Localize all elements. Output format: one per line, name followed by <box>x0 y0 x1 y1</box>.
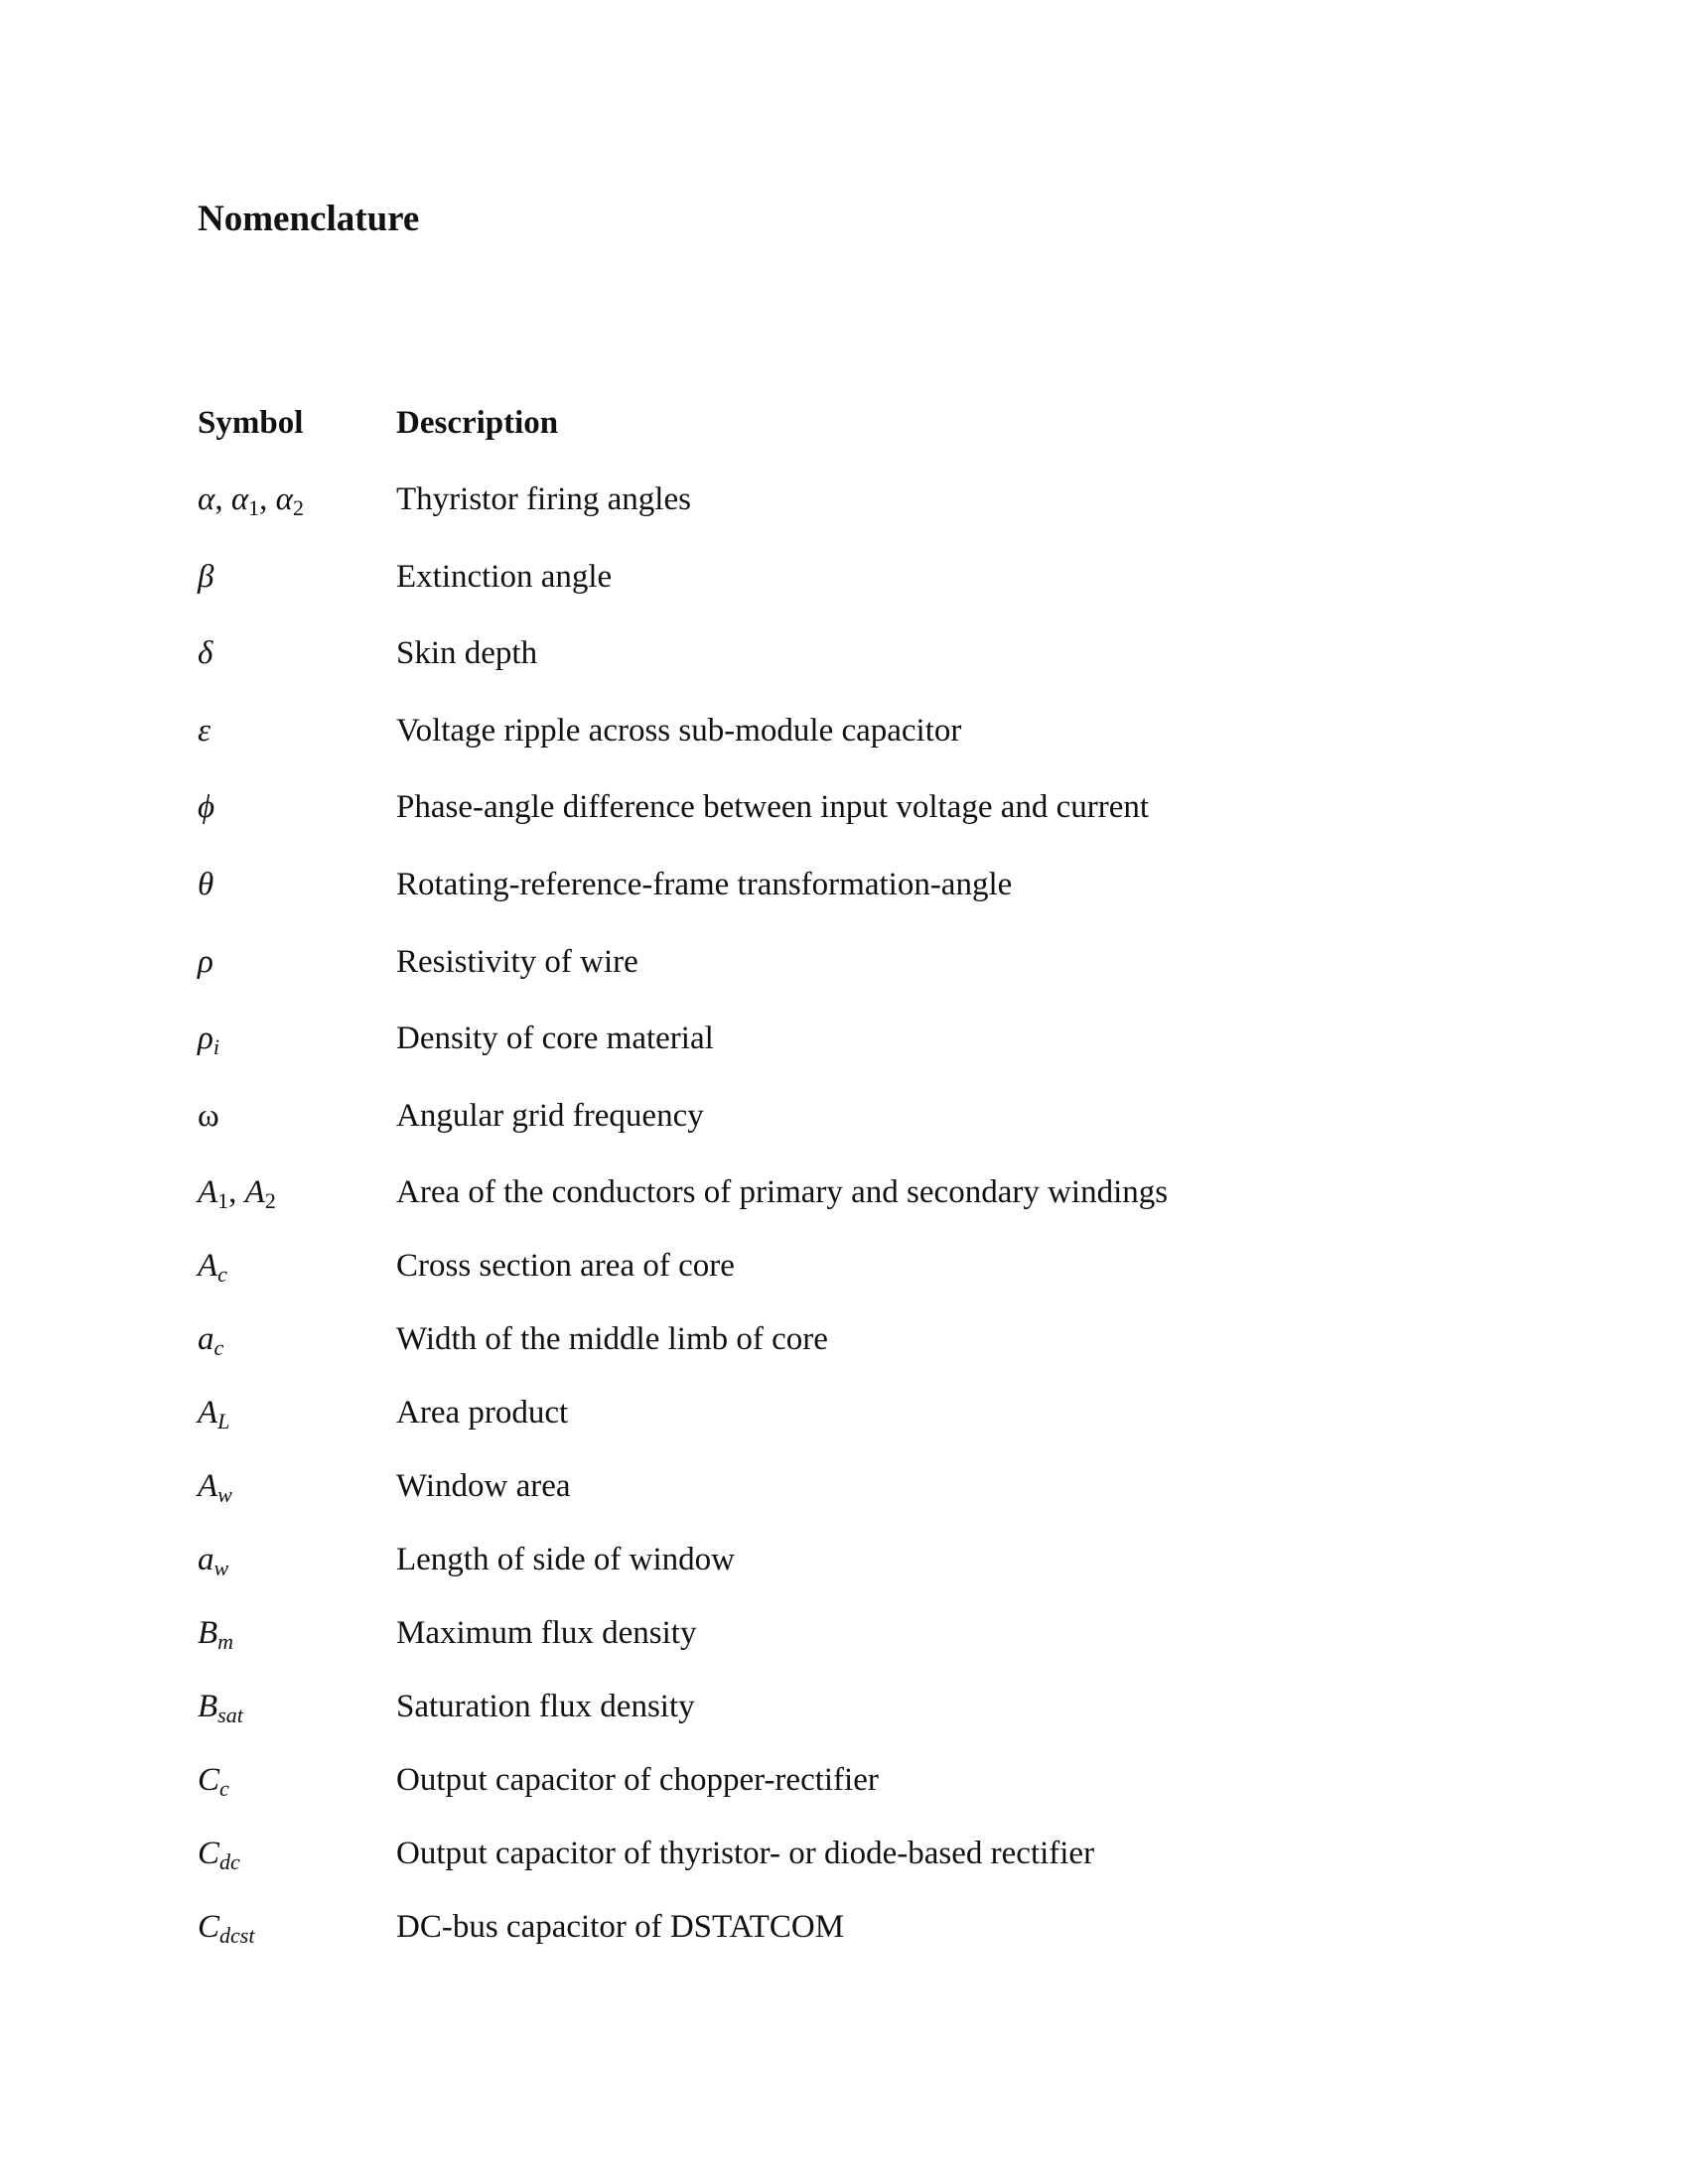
symbol-cell <box>198 943 396 980</box>
table-row <box>198 1617 1488 1691</box>
description-cell: Output capacitor of chopper-rectifier <box>396 1762 879 1799</box>
symbol-cell <box>198 1176 396 1212</box>
symbol-part: i <box>212 1034 219 1060</box>
symbol-cell <box>198 1023 396 1058</box>
symbol-part: θ <box>198 866 214 902</box>
description-cell: Angular grid frequency <box>396 1097 704 1134</box>
symbol-part: C <box>198 1762 220 1799</box>
symbol-part: B <box>198 1689 218 1725</box>
table-header-row <box>198 407 1488 483</box>
symbol-part: c <box>217 1262 227 1288</box>
symbol-cell <box>198 1838 396 1873</box>
description-cell: Maximum flux density <box>396 1615 697 1652</box>
description-cell: Rotating-reference-frame transformation-angle <box>396 866 1013 902</box>
description-cell: Density of core material <box>396 1021 714 1057</box>
description-cell: Saturation flux density <box>396 1689 695 1725</box>
symbol-part: ρ <box>198 943 213 980</box>
symbol-cell <box>198 1691 396 1726</box>
symbol-cell <box>198 1397 396 1433</box>
description-cell: Extinction angle <box>396 558 613 595</box>
table-row <box>198 1097 1488 1177</box>
description-cell: Resistivity of wire <box>396 943 638 980</box>
symbol-part: dc <box>219 1849 240 1875</box>
symbol-part: ω <box>198 1097 219 1134</box>
symbol-part: β <box>198 558 214 595</box>
description-cell: DC-bus capacitor of DSTATCOM <box>396 1909 845 1946</box>
table-row <box>198 1911 1488 1984</box>
symbol-part: A <box>198 1174 218 1211</box>
symbol-column-header: Symbol <box>198 405 304 441</box>
symbol-part: a <box>198 1542 214 1578</box>
symbol-part: 2 <box>264 1188 276 1214</box>
page-title: Nomenclature <box>198 199 420 239</box>
table-row <box>198 1470 1488 1544</box>
table-row <box>198 1250 1488 1323</box>
symbol-part: w <box>213 1556 229 1581</box>
table-row <box>198 1323 1488 1397</box>
description-cell: Skin depth <box>396 635 538 672</box>
table-row <box>198 1023 1488 1100</box>
symbol-part: dcst <box>219 1923 255 1949</box>
symbol-cell <box>198 1097 396 1134</box>
symbol-part: , <box>228 1174 245 1211</box>
symbol-part: α <box>275 481 293 517</box>
symbol-part: c <box>213 1335 224 1361</box>
symbol-cell <box>198 1617 396 1653</box>
symbol-part: δ <box>198 635 213 672</box>
table-row <box>198 866 1488 946</box>
symbol-part: A <box>244 1174 265 1211</box>
table-row <box>198 1838 1488 1911</box>
symbol-cell <box>198 1470 396 1506</box>
table-row <box>198 558 1488 638</box>
symbol-part: 1 <box>248 495 260 520</box>
description-cell: Voltage ripple across sub-module capacitor <box>396 712 962 749</box>
table-row <box>198 712 1488 792</box>
table-row <box>198 1176 1488 1250</box>
nomenclature-table <box>198 407 1488 1984</box>
symbol-cell <box>198 712 396 749</box>
symbol-part: C <box>198 1836 220 1872</box>
symbol-cell <box>198 1323 396 1359</box>
description-cell: Thyristor firing angles <box>396 481 691 517</box>
symbol-part: , <box>214 481 231 517</box>
symbol-part: sat <box>217 1703 243 1728</box>
description-cell: Cross section area of core <box>396 1248 735 1285</box>
symbol-part: m <box>217 1629 234 1655</box>
symbol-cell <box>198 1544 396 1579</box>
symbol-cell <box>198 483 396 519</box>
symbol-part: w <box>217 1482 232 1508</box>
table-row <box>198 791 1488 869</box>
symbol-cell <box>198 1911 396 1947</box>
symbol-part: 2 <box>292 495 304 520</box>
description-cell: Area of the conductors of primary and secondary windings <box>396 1174 1169 1211</box>
symbol-part: α <box>198 481 215 517</box>
symbol-part: A <box>198 1395 218 1432</box>
symbol-part: α <box>230 481 249 517</box>
description-cell: Width of the middle limb of core <box>396 1321 828 1358</box>
table-row <box>198 1764 1488 1838</box>
description-cell: Output capacitor of thyristor- or diode-based rectifier <box>396 1836 1095 1872</box>
table-row <box>198 943 1488 1024</box>
symbol-part: B <box>198 1615 218 1652</box>
symbol-part: ρ <box>198 1021 213 1057</box>
symbol-cell <box>198 558 396 595</box>
description-cell: Phase-angle difference between input voltage and current <box>396 789 1150 826</box>
symbol-part: C <box>198 1909 220 1946</box>
description-column-header: Description <box>396 405 559 441</box>
symbol-cell <box>198 637 396 670</box>
symbol-cell <box>198 1764 396 1800</box>
symbol-part: a <box>198 1321 214 1358</box>
description-cell: Area product <box>396 1395 569 1432</box>
table-row <box>198 1691 1488 1764</box>
symbol-cell <box>198 791 396 824</box>
symbol-cell <box>198 1250 396 1286</box>
table-row <box>198 637 1488 715</box>
symbol-part: ϕ <box>198 789 215 826</box>
table-row <box>198 483 1488 561</box>
table-body <box>198 483 1488 1984</box>
symbol-part: A <box>198 1468 218 1505</box>
symbol-part: , <box>259 481 276 517</box>
symbol-part: ε <box>198 712 211 749</box>
symbol-part: A <box>198 1248 218 1285</box>
table-row <box>198 1397 1488 1470</box>
symbol-part: c <box>219 1776 229 1802</box>
description-cell: Window area <box>396 1468 571 1505</box>
table-row <box>198 1544 1488 1617</box>
description-cell: Length of side of window <box>396 1542 735 1578</box>
symbol-part: L <box>217 1409 230 1434</box>
symbol-cell <box>198 866 396 902</box>
symbol-part: 1 <box>217 1188 229 1214</box>
